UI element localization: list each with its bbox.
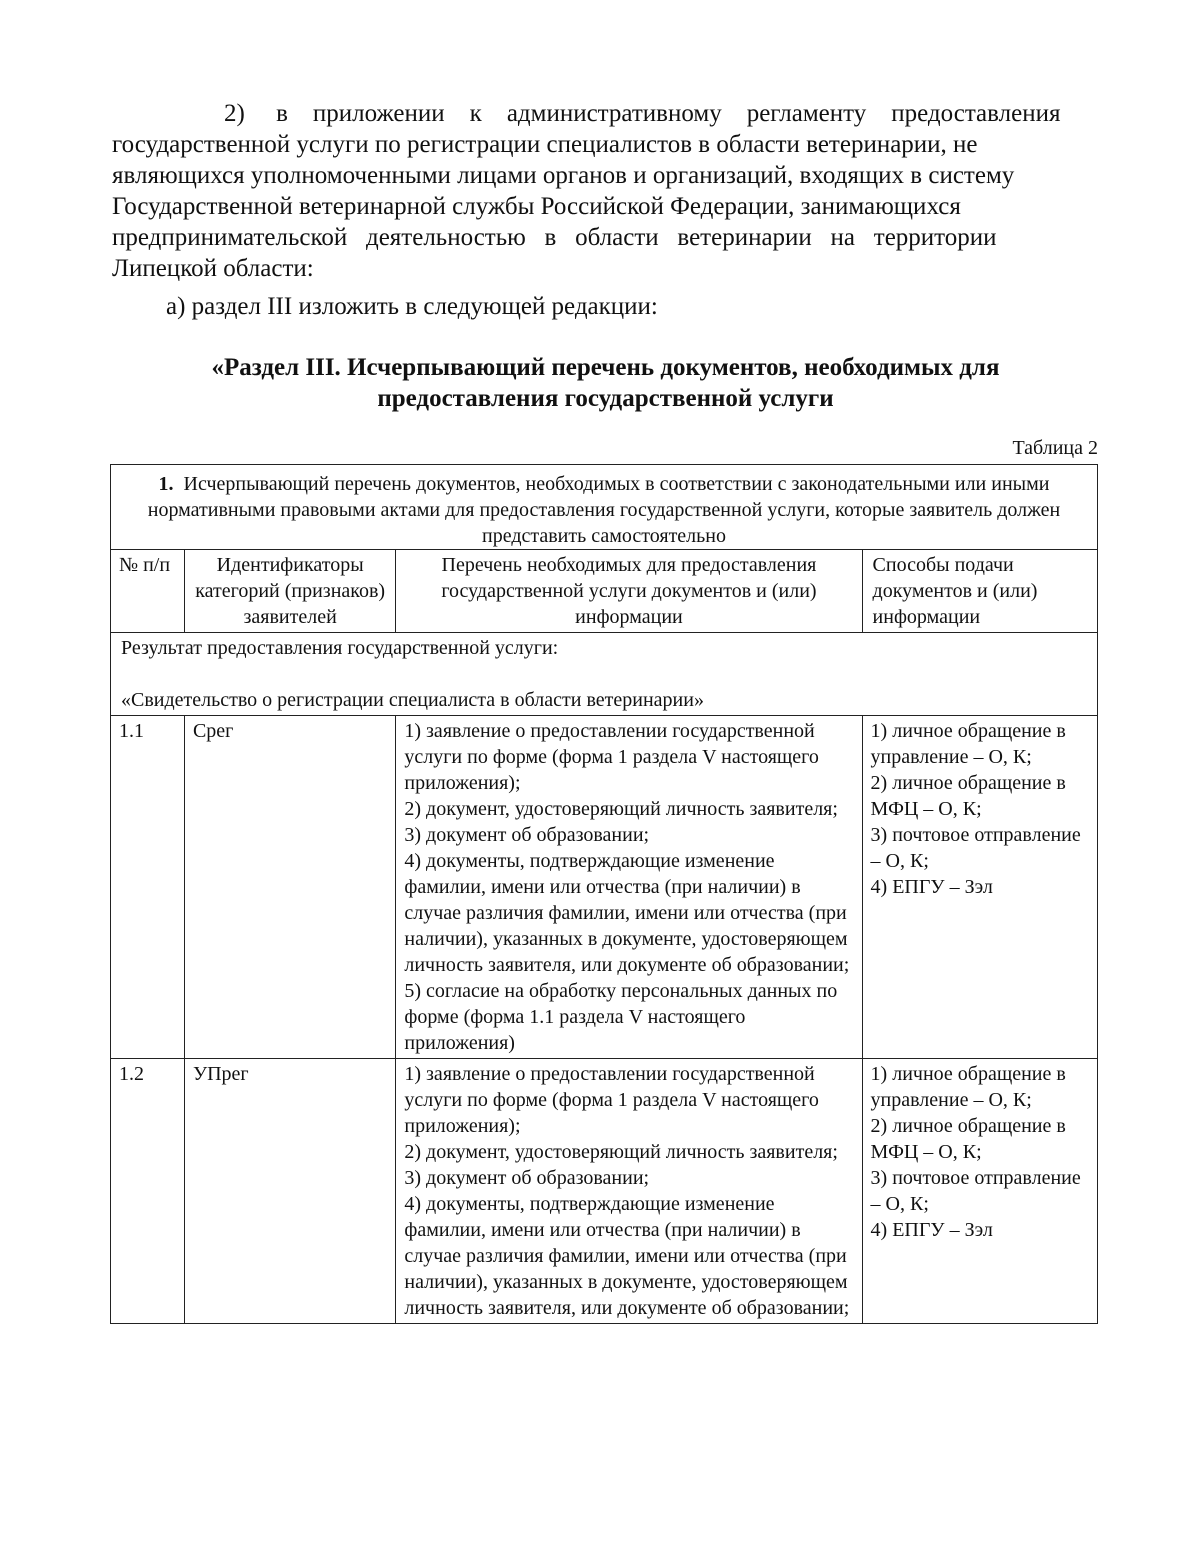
table-label: Таблица 2 [1012, 437, 1098, 459]
section-title [112, 352, 1099, 414]
intro-line: предпринимательской деятельностью в области ветеринарии на территории [112, 224, 997, 251]
row-documents [396, 716, 862, 1059]
document-item: 2) документ, удостоверяющий личность заявителя; [404, 798, 838, 820]
table-header-number: 1. [158, 473, 174, 495]
intro-paragraph [112, 98, 1099, 284]
documents-table [110, 464, 1098, 1324]
result-cell [111, 633, 1098, 716]
document-item: 1) заявление о предоставлении государственной услуги по форме (форма 1 раздела V настоящего приложения); [404, 1063, 819, 1137]
method-item: 4) ЕПГУ – Зэл [870, 876, 993, 898]
document-item: 4) документы, подтверждающие изменение фамилии, имени или отчества (при наличии) в случае различия фамилии, имени или отчества (при наличии), указанных в документе, удостоверяющем личность заявителя, или документе об образовании; [404, 850, 850, 976]
section-title-line2: предоставления государственной услуги [377, 385, 834, 412]
row-methods [862, 716, 1097, 1059]
table-header-text: Исчерпывающий перечень документов, необходимых в соответствии с законодательными или иными нормативными правовыми актами для предоставления государственной услуги, которые заявитель должен представить самостоятельно [147, 473, 1061, 547]
document-item: 4) документы, подтверждающие изменение фамилии, имени или отчества (при наличии) в случае различия фамилии, имени или отчества (при наличии), указанных в документе, удостоверяющем личность заявителя, или документе об образовании; [404, 1193, 850, 1319]
method-item: 2) личное обращение в МФЦ – О, К; [870, 772, 1066, 820]
method-item: 3) почтовое отправление – О, К; [870, 1167, 1081, 1215]
row-applicant-id: УПрег [184, 1059, 395, 1324]
section-title-line1: «Раздел III. Исчерпывающий перечень документов, необходимых для [211, 354, 1000, 381]
intro-line: являющихся уполномоченными лицами органов и организаций, входящих в систему [112, 162, 1015, 189]
intro-line: Липецкой области: [112, 255, 314, 282]
table-header-row [111, 465, 1098, 550]
table-row [111, 1059, 1098, 1324]
row-number: 1.1 [111, 716, 185, 1059]
method-item: 1) личное обращение в управление – О, К; [870, 720, 1066, 768]
result-row [111, 633, 1098, 716]
intro-line: Государственной ветеринарной службы Российской Федерации, занимающихся [112, 193, 961, 220]
result-label: Результат предоставления государственной услуги: [121, 637, 559, 659]
intro-line: государственной услуги по регистрации специалистов в области ветеринарии, не [112, 131, 978, 158]
col-header-num: № п/п [111, 550, 185, 633]
col-header-methods: Способы подачи документов и (или) информации [862, 550, 1097, 633]
column-header-row [111, 550, 1098, 633]
row-methods [862, 1059, 1097, 1324]
method-item: 3) почтовое отправление – О, К; [870, 824, 1081, 872]
table-row [111, 716, 1098, 1059]
result-value: «Свидетельство о регистрации специалиста в области ветеринарии» [121, 689, 704, 711]
method-item: 1) личное обращение в управление – О, К; [870, 1063, 1066, 1111]
row-documents [396, 1059, 862, 1324]
document-item: 1) заявление о предоставлении государственной услуги по форме (форма 1 раздела V настоящего приложения); [404, 720, 819, 794]
document-item: 3) документ об образовании; [404, 824, 650, 846]
method-item: 4) ЕПГУ – Зэл [870, 1219, 993, 1241]
row-applicant-id: Срег [184, 716, 395, 1059]
table-header-cell [111, 465, 1098, 550]
method-item: 2) личное обращение в МФЦ – О, К; [870, 1115, 1066, 1163]
sub-paragraph-a: а) раздел III изложить в следующей редакции: [166, 293, 658, 320]
row-number: 1.2 [111, 1059, 185, 1324]
document-item: 3) документ об образовании; [404, 1167, 650, 1189]
document-item: 2) документ, удостоверяющий личность заявителя; [404, 1141, 838, 1163]
intro-line: 2) в приложении к административному регламенту предоставления [224, 100, 1061, 127]
col-header-ids: Идентификаторы категорий (признаков) заявителей [184, 550, 395, 633]
document-item: 5) согласие на обработку персональных данных по форме (форма 1.1 раздела V настоящего приложения) [404, 980, 838, 1054]
col-header-docs: Перечень необходимых для предоставления государственной услуги документов и (или) информации [396, 550, 862, 633]
